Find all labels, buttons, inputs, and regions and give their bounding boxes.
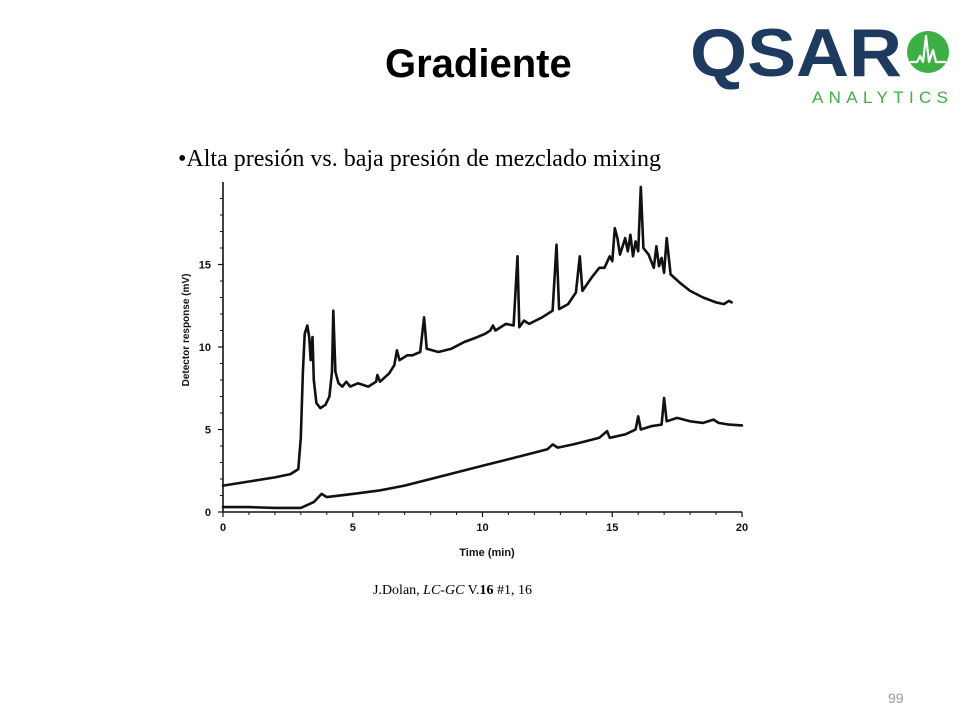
y-tick-label: 0	[204, 507, 211, 519]
y-tick-label: 5	[204, 424, 211, 437]
qsar-analytics-logo	[688, 6, 950, 110]
citation-issue-page: #1, 16	[493, 583, 532, 598]
citation-volume-prefix: V.	[464, 583, 480, 598]
y-tick-label: 15	[198, 259, 211, 272]
logo-wordmark: QSAR	[690, 15, 902, 91]
x-tick-label: 15	[606, 522, 619, 534]
logo-peak-emblem-icon	[907, 31, 949, 73]
bullet-text: •Alta presión vs. baja presión de mezclado mixing	[178, 146, 661, 172]
series-line-1	[223, 187, 732, 486]
logo-tagline: ANALYTICS	[812, 88, 948, 107]
citation-journal: LC-GC	[423, 583, 465, 598]
x-tick-label: 0	[219, 522, 227, 534]
y-axis-label: Detector response (mV)	[181, 273, 192, 387]
x-tick-label: 5	[349, 522, 356, 534]
citation-volume: 16	[479, 583, 494, 598]
chromatogram-chart	[170, 170, 760, 570]
chart-series-layer	[223, 187, 742, 508]
x-tick-label: 20	[735, 522, 749, 534]
page-number: 99	[888, 690, 904, 706]
citation-author: J.Dolan,	[373, 583, 424, 598]
slide-title: Gradiente	[385, 42, 572, 86]
x-tick-label: 10	[476, 522, 489, 534]
y-tick-label: 10	[198, 342, 211, 354]
x-axis-label: Time (min)	[459, 547, 515, 559]
citation	[373, 583, 532, 599]
chart-axes	[223, 182, 742, 512]
